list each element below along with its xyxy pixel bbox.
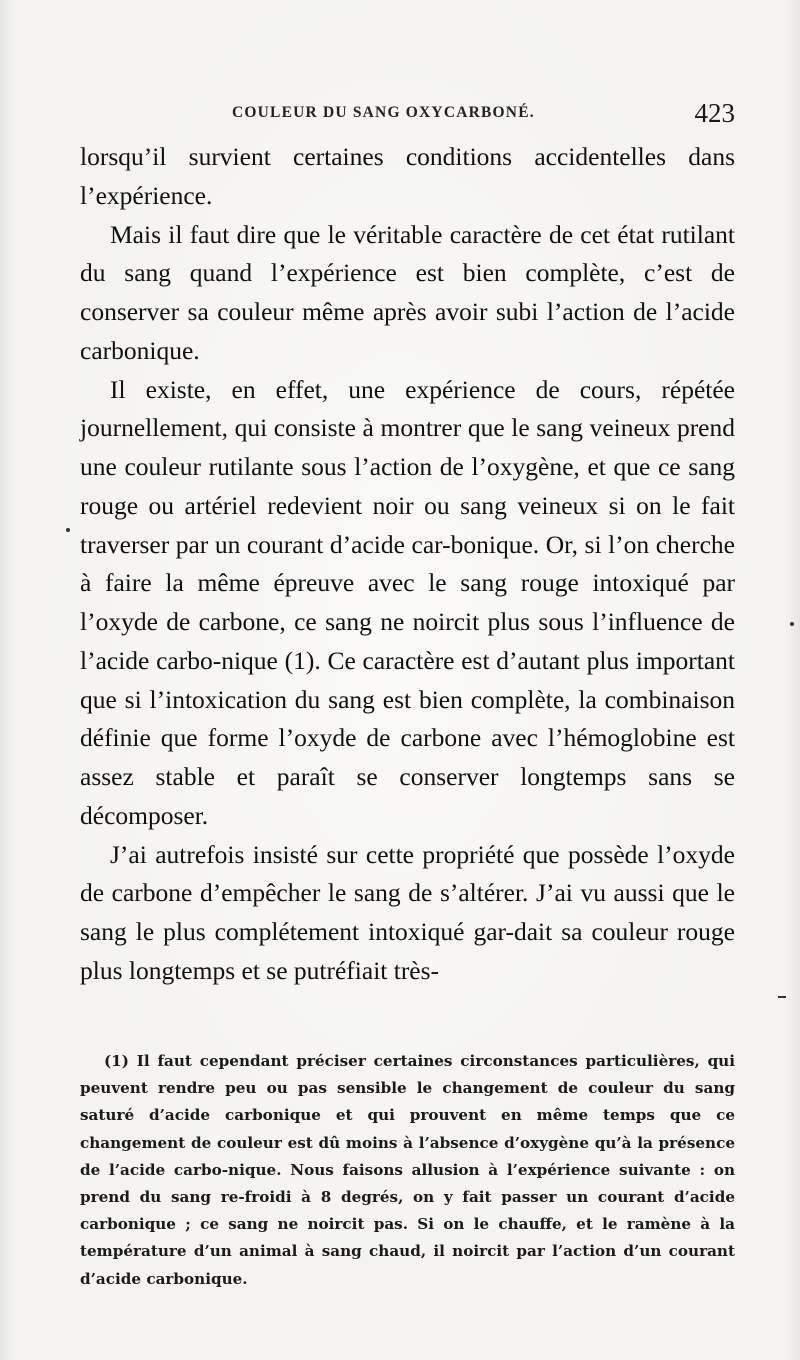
body-text xyxy=(80,138,735,991)
margin-mark xyxy=(778,996,786,998)
paragraph: J’ai autrefois insisté sur cette propriété que possède l’oxyde de carbone d’empêcher le sang de s’altérer. J’ai vu aussi que le sang le plus complétement intoxiqué gar-dait sa couleur rouge plus longtemps et se putréfiait très- xyxy=(80,839,735,985)
footnote: (1) Il faut cependant préciser certaines circonstances particulières, qui peuvent rendre peu ou pas sensible le changement de couleur du sang saturé d’acide carbonique et qui prouvent en même temps que ce changement de couleur est dû moins à l’absence d’oxygène qu’à la présence de l’acide carbo-nique. Nous faisons allusion à l’expérience suivante : on prend du sang re-froidi à 8 degrés, on y fait passer un courant d’acide carbonique ; ce sang ne noircit pas. Si on le chauffe, et le ramène à la température d’un animal à sang chaud, il noircit par l’action d’un courant d’acide carbonique. xyxy=(80,1052,735,1288)
paragraph: lorsqu’il survient certaines conditions accidentelles dans l’expérience. xyxy=(80,142,735,210)
paragraph: Il existe, en effet, une expérience de cours, répétée journellement, qui consiste à montrer que le sang veineux prend une couleur rutilante sous l’action de l’oxygène, et que ce sang rouge ou artériel redevient noir ou sang veineux si on le fait traverser par un courant d’acide car-bonique. Or, si l’on cherche à faire la même épreuve avec le sang rouge intoxiqué par l’oxyde de carbone, ce sang ne noircit plus sous l’influence de l’acide carbo-nique (1). Ce caractère est d’autant plus important que si l’intoxication du sang est bien complète, la combinaison définie que forme l’oxyde de carbone avec l’hémoglobine est assez stable et paraît se conserver longtemps sans se décomposer. xyxy=(80,374,735,830)
page-number: 423 xyxy=(694,98,735,128)
running-title: COULEUR DU SANG OXYCARBONÉ. xyxy=(232,104,535,121)
margin-mark xyxy=(66,528,70,532)
paragraph: Mais il faut dire que le véritable caractère de cet état rutilant du sang quand l’expérience est bien complète, c’est de conserver sa couleur même après avoir subi l’action de l’acide carbonique. xyxy=(80,219,735,365)
running-head xyxy=(80,98,735,130)
margin-mark xyxy=(790,622,794,626)
footnotes xyxy=(80,1048,735,1293)
